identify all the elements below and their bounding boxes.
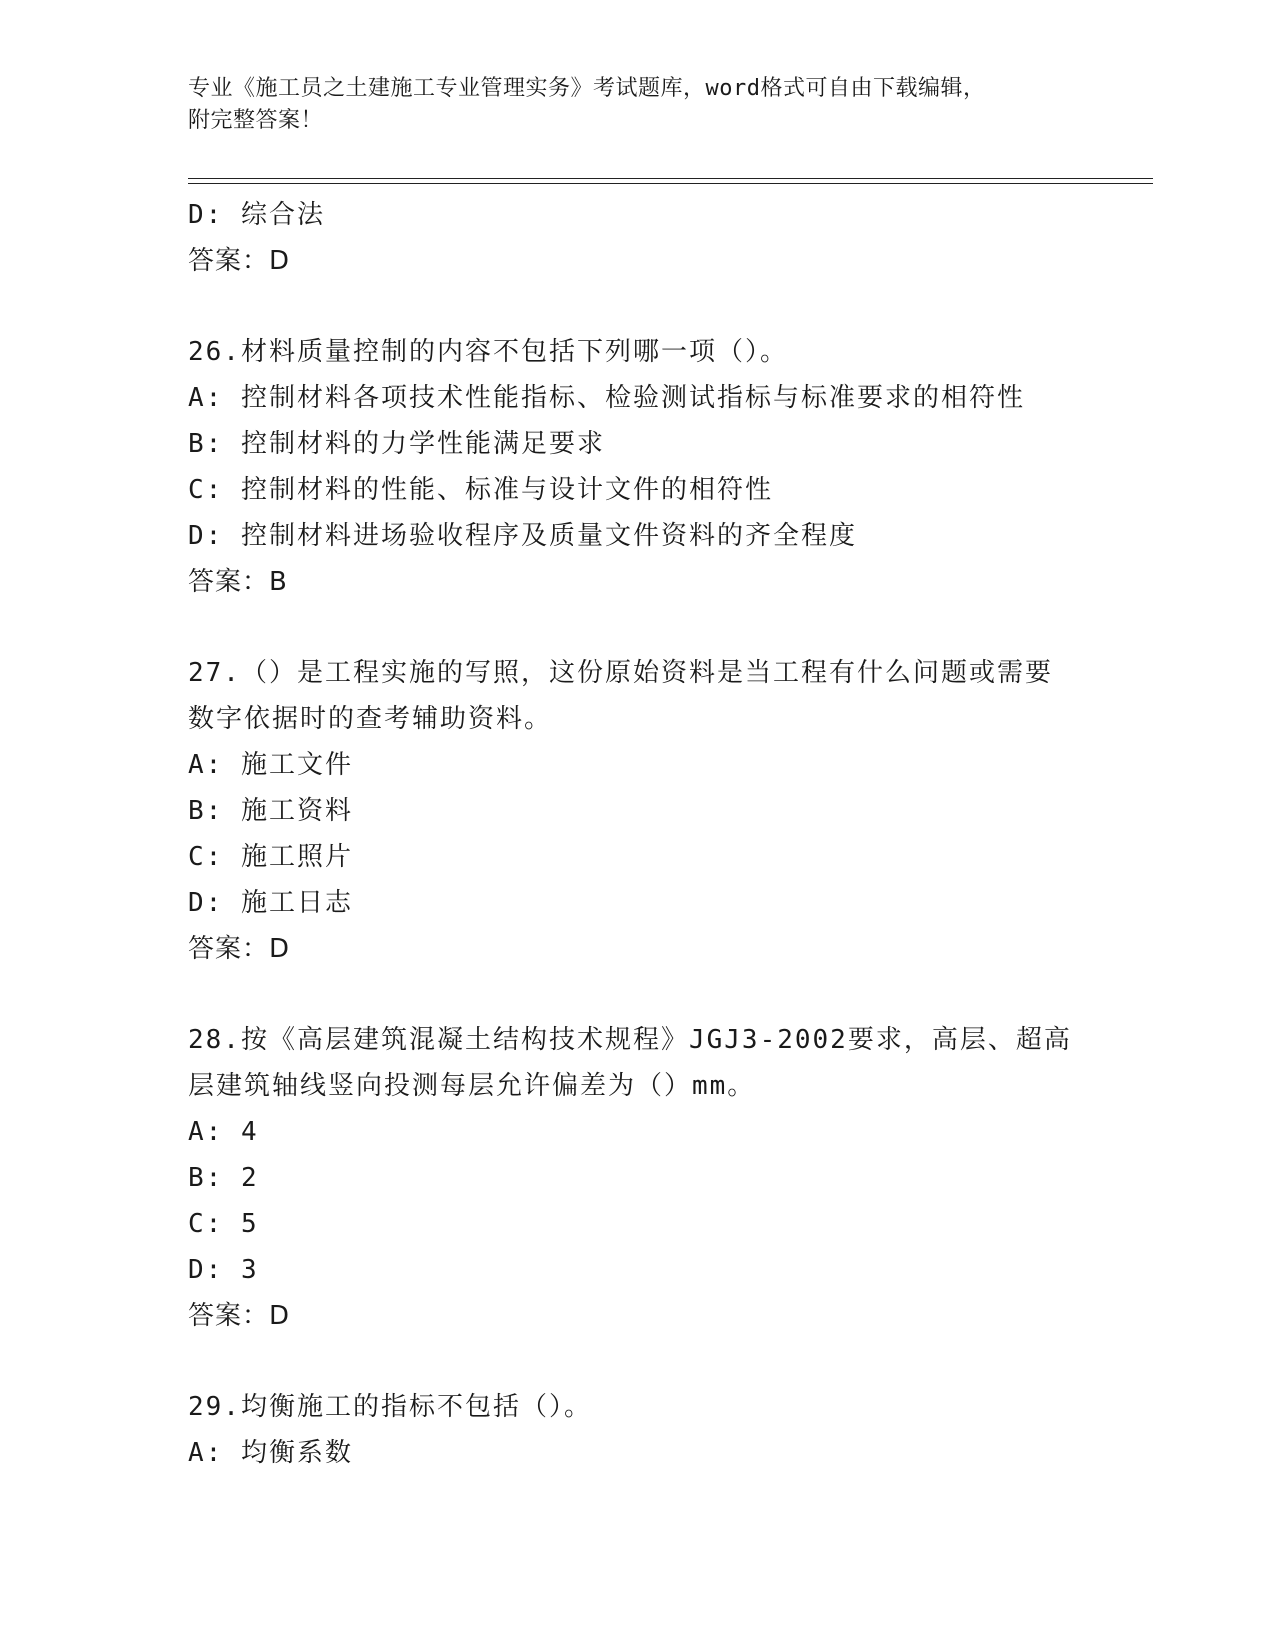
option-d: D: 综合法 xyxy=(188,200,325,230)
question-stem: 29.均衡施工的指标不包括（）。 xyxy=(188,1392,592,1422)
question-29 xyxy=(188,1384,1088,1476)
answer: 答案：D xyxy=(188,1301,291,1331)
question-stem-line-1: 27.（）是工程实施的写照，这份原始资料是当工程有什么问题或需要 xyxy=(188,658,1053,688)
option-a: A: 控制材料各项技术性能指标、检验测试指标与标准要求的相符性 xyxy=(188,383,1025,413)
option-a: A: 4 xyxy=(188,1117,259,1147)
option-a: A: 施工文件 xyxy=(188,750,353,780)
answer: 答案：B xyxy=(188,567,288,597)
question-28 xyxy=(188,1017,1088,1339)
document-header xyxy=(188,73,1088,137)
option-d: D: 3 xyxy=(188,1255,259,1285)
header-divider-bottom xyxy=(188,183,1153,184)
question-stem: 26.材料质量控制的内容不包括下列哪一项（）。 xyxy=(188,337,788,367)
previous-question-tail xyxy=(188,192,1088,284)
question-list xyxy=(188,192,1088,1476)
option-c: C: 控制材料的性能、标准与设计文件的相符性 xyxy=(188,475,773,505)
header-line-1: 专业《施工员之土建施工专业管理实务》考试题库，word格式可自由下载编辑， xyxy=(188,76,986,101)
question-stem-line-2: 层建筑轴线竖向投测每层允许偏差为（）mm。 xyxy=(188,1071,756,1101)
option-c: C: 5 xyxy=(188,1209,259,1239)
option-d: D: 施工日志 xyxy=(188,888,353,918)
option-b: B: 2 xyxy=(188,1163,259,1193)
question-stem-line-1: 28.按《高层建筑混凝土结构技术规程》JGJ3-2002要求，高层、超高 xyxy=(188,1025,1072,1055)
option-a: A: 均衡系数 xyxy=(188,1438,353,1468)
question-27 xyxy=(188,650,1088,972)
question-stem-line-2: 数字依据时的查考辅助资料。 xyxy=(188,704,553,734)
answer: 答案：D xyxy=(188,934,291,964)
question-26 xyxy=(188,329,1088,605)
option-c: C: 施工照片 xyxy=(188,842,353,872)
option-b: B: 控制材料的力学性能满足要求 xyxy=(188,429,605,459)
header-line-2: 附完整答案！ xyxy=(188,108,324,133)
option-d: D: 控制材料进场验收程序及质量文件资料的齐全程度 xyxy=(188,521,857,551)
answer: 答案：D xyxy=(188,246,291,276)
header-divider-top xyxy=(188,178,1153,179)
option-b: B: 施工资料 xyxy=(188,796,353,826)
